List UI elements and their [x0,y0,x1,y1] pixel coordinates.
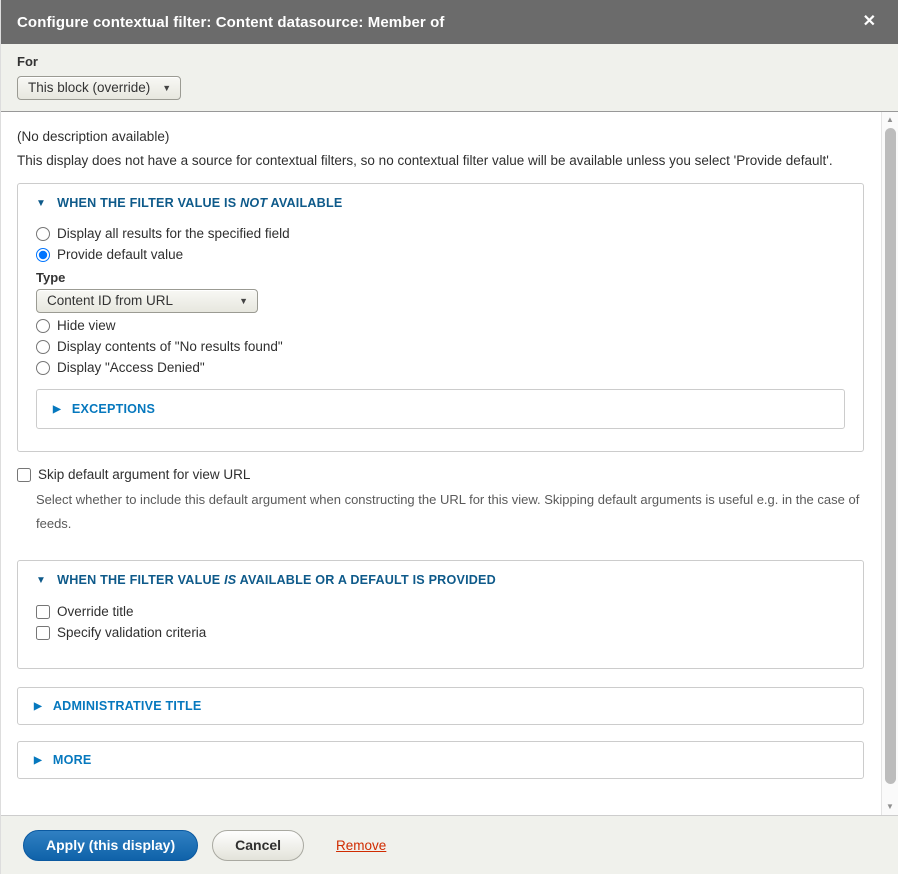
panel-exceptions [36,389,845,429]
checkbox-label: Skip default argument for view URL [38,467,251,483]
radio-label: Display contents of "No results found" [57,339,283,355]
collapse-arrow-icon: ▼ [36,574,47,586]
scroll-up-icon[interactable]: ▲ [886,115,894,124]
default-type-select[interactable] [36,289,258,313]
legend-administrative-title[interactable] [34,699,847,713]
checkbox-label: Specify validation criteria [57,625,207,641]
chevron-down-icon: ▼ [162,82,172,93]
radio-label: Display all results for the specified field [57,226,290,242]
type-select-value: Content ID from URL [47,293,174,309]
display-source-note: This display does not have a source for contextual filters, so no contextual filter value will be available unless you select 'Provide default'. [17,152,833,168]
for-label: For [17,54,38,69]
vertical-scrollbar[interactable] [881,112,898,815]
radio-display-all-results[interactable] [36,226,845,241]
for-section [1,44,898,112]
scroll-down-icon[interactable]: ▼ [886,802,894,811]
remove-link[interactable]: Remove [336,837,387,853]
dialog-body [1,112,898,815]
checkbox-input[interactable] [36,605,50,619]
legend-filter-not-available[interactable] [36,196,845,210]
chevron-down-icon: ▼ [239,295,248,306]
checkbox-input[interactable] [17,468,31,482]
radio-label: Display "Access Denied" [57,360,205,376]
radio-display-access-denied[interactable] [36,360,845,375]
legend-text: ADMINISTRATIVE TITLE [52,699,202,714]
close-icon[interactable]: ✕ [859,12,880,32]
checkbox-specify-validation[interactable] [36,625,845,640]
radio-display-no-results[interactable] [36,339,845,354]
radio-hide-view[interactable] [36,318,845,333]
expand-arrow-icon: ▶ [34,700,42,712]
collapse-arrow-icon: ▼ [36,197,47,209]
default-action-options [36,226,845,375]
panel-more [17,741,864,779]
legend-text: MORE [52,753,92,768]
radio-input[interactable] [36,248,50,262]
legend-filter-available[interactable] [36,573,845,587]
legend-text: WHEN THE FILTER VALUE IS AVAILABLE OR A DEFAULT IS PROVIDED [57,573,496,588]
type-label: Type [36,270,66,286]
no-description-text: (No description available) [17,129,170,144]
expand-arrow-icon: ▶ [53,403,61,415]
checkbox-skip-default-argument[interactable] [17,467,864,482]
legend-text: EXCEPTIONS [71,402,156,417]
for-select-value: This block (override) [28,80,151,95]
radio-input[interactable] [36,340,50,354]
radio-input[interactable] [36,361,50,375]
radio-input[interactable] [36,319,50,333]
apply-button[interactable]: Apply (this display) [23,830,198,861]
for-display-select[interactable] [17,76,181,100]
legend-more[interactable] [34,753,847,767]
radio-label: Hide view [57,318,116,334]
available-options [36,604,845,640]
radio-input[interactable] [36,227,50,241]
skip-default-description: Select whether to include this default argument when constructing the URL for this view. Skipping default arguments is useful e.g. in the case of feeds. [36,492,860,532]
expand-arrow-icon: ▶ [34,754,42,766]
dialog-title: Configure contextual filter: Content datasource: Member of [17,13,445,31]
checkbox-input[interactable] [36,626,50,640]
radio-label: Provide default value [57,247,184,263]
panel-filter-available [17,560,864,669]
cancel-button[interactable]: Cancel [212,830,304,861]
legend-exceptions[interactable] [53,402,828,416]
dialog-footer [1,815,898,874]
checkbox-label: Override title [57,604,134,620]
scrollbar-thumb[interactable] [885,128,896,784]
radio-provide-default-value[interactable] [36,247,845,262]
legend-text: WHEN THE FILTER VALUE IS NOT AVAILABLE [57,196,343,211]
checkbox-override-title[interactable] [36,604,845,619]
panel-filter-not-available [17,183,864,452]
dialog-titlebar [1,0,898,44]
panel-administrative-title [17,687,864,725]
